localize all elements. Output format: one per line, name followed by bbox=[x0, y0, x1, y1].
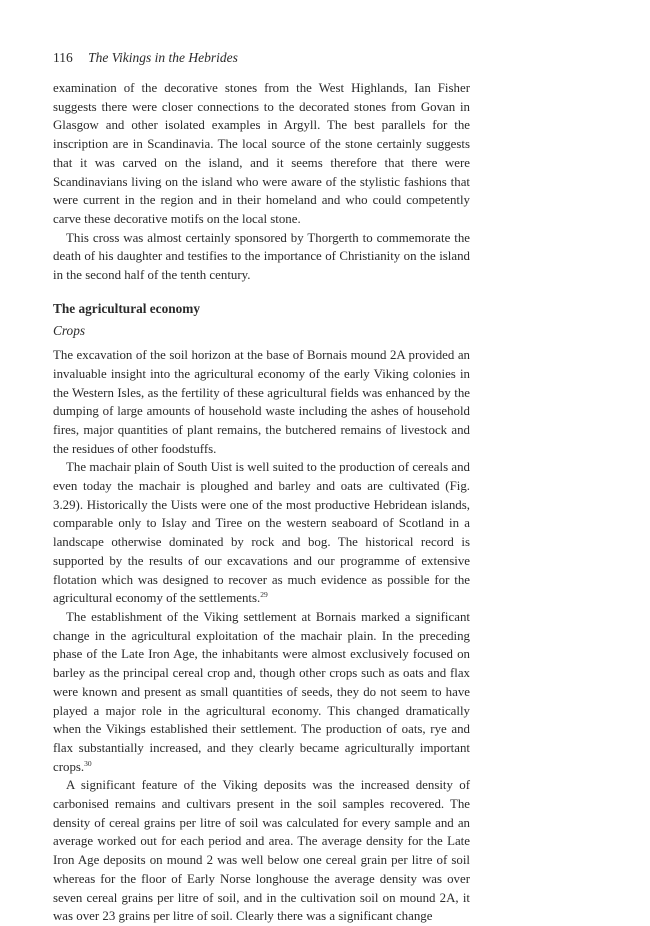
body-text bbox=[53, 79, 470, 926]
paragraph-text: The excavation of the soil horizon at the base of Bornais mound 2A provided an invaluable insight into the agricultural economy of the early Viking colonies in the Western Isles, as the fertility of these agricultural fields was enhanced by the dumping of large amounts of household waste including the ashes of household fires, major quantities of plant remains, the butchered remains of livestock and the residues of other foodstuffs. bbox=[53, 348, 470, 456]
paragraph-text: The establishment of the Viking settlement at Bornais marked a significant change in the agricultural exploitation of the machair plain. In the preceding phase of the Late Iron Age, the inhabitants were almost exclusively focused on barley as the principal cereal crop and, though other crops such as oats and flax were known and present as small quantities of seeds, they do not seem to have played a major role in the agricultural economy. This changed dramatically when the Vikings established their settlement. The production of oats, rye and flax substantially increased, and they clearly became agriculturally important crops. bbox=[53, 609, 470, 774]
paragraph bbox=[53, 458, 470, 608]
footnote-ref: 29 bbox=[260, 590, 268, 600]
paragraph bbox=[53, 776, 470, 926]
book-title: The Vikings in the Hebrides bbox=[88, 50, 238, 65]
paragraph bbox=[53, 346, 470, 458]
section-heading: The agricultural economy bbox=[53, 300, 200, 316]
paragraph-text: The machair plain of South Uist is well suited to the production of cereals and even today the machair is ploughed and barley and oats are cultivated (Fig. 3.29). Historically the Uists were one of the most productive Hebridean islands, comparable only to Islay and Tiree on the western seaboard of Scotland in a landscape otherwise dominated by rock and bog. The historical record is supported by the results of our excavations and our programme of extensive flotation which was designed to recover as much evidence as possible for the agricultural economy of the settlements. bbox=[53, 460, 470, 606]
paragraph: This cross was almost certainly sponsored by Thorgerth to commemorate the death of his daughter and testifies to the importance of Christianity on the island in the second half of the tenth century. bbox=[53, 230, 470, 283]
running-head bbox=[53, 49, 238, 67]
subsection-heading: Crops bbox=[53, 323, 86, 339]
footnote-ref: 30 bbox=[84, 758, 92, 768]
page-number: 116 bbox=[53, 50, 73, 65]
paragraph-text: A significant feature of the Viking deposits was the increased density of carbonised remains and cultivars present in the soil samples recovered. The density of cereal grains per litre of soil was calculated for every sample and an average worked out for each period and area. The average density for the Late Iron Age deposits on mound 2 was well below one cereal grain per litre of soil whereas for the floor of Early Norse longhouse the average density was over seven cereal grains per litre of soil, and in the cultivation soil on mound 2A, it was over 23 grains per litre of soil. Clearly there was a significant change bbox=[53, 778, 470, 924]
paragraph bbox=[53, 608, 470, 776]
paragraph: examination of the decorative stones from the West Highlands, Ian Fisher suggests there were closer connections to the decorated stones from Govan in Glasgow and other isolated examples in Argyll. The best parallels for the inscription are in Scandinavia. The local source of the stone certainly suggests that it was carved on the island, and it seems therefore that there were Scandinavians living on the island who were aware of the stylistic fashions that were current in the region and in their homeland and who could competently carve these decorative motifs on the local stone. bbox=[53, 81, 470, 226]
